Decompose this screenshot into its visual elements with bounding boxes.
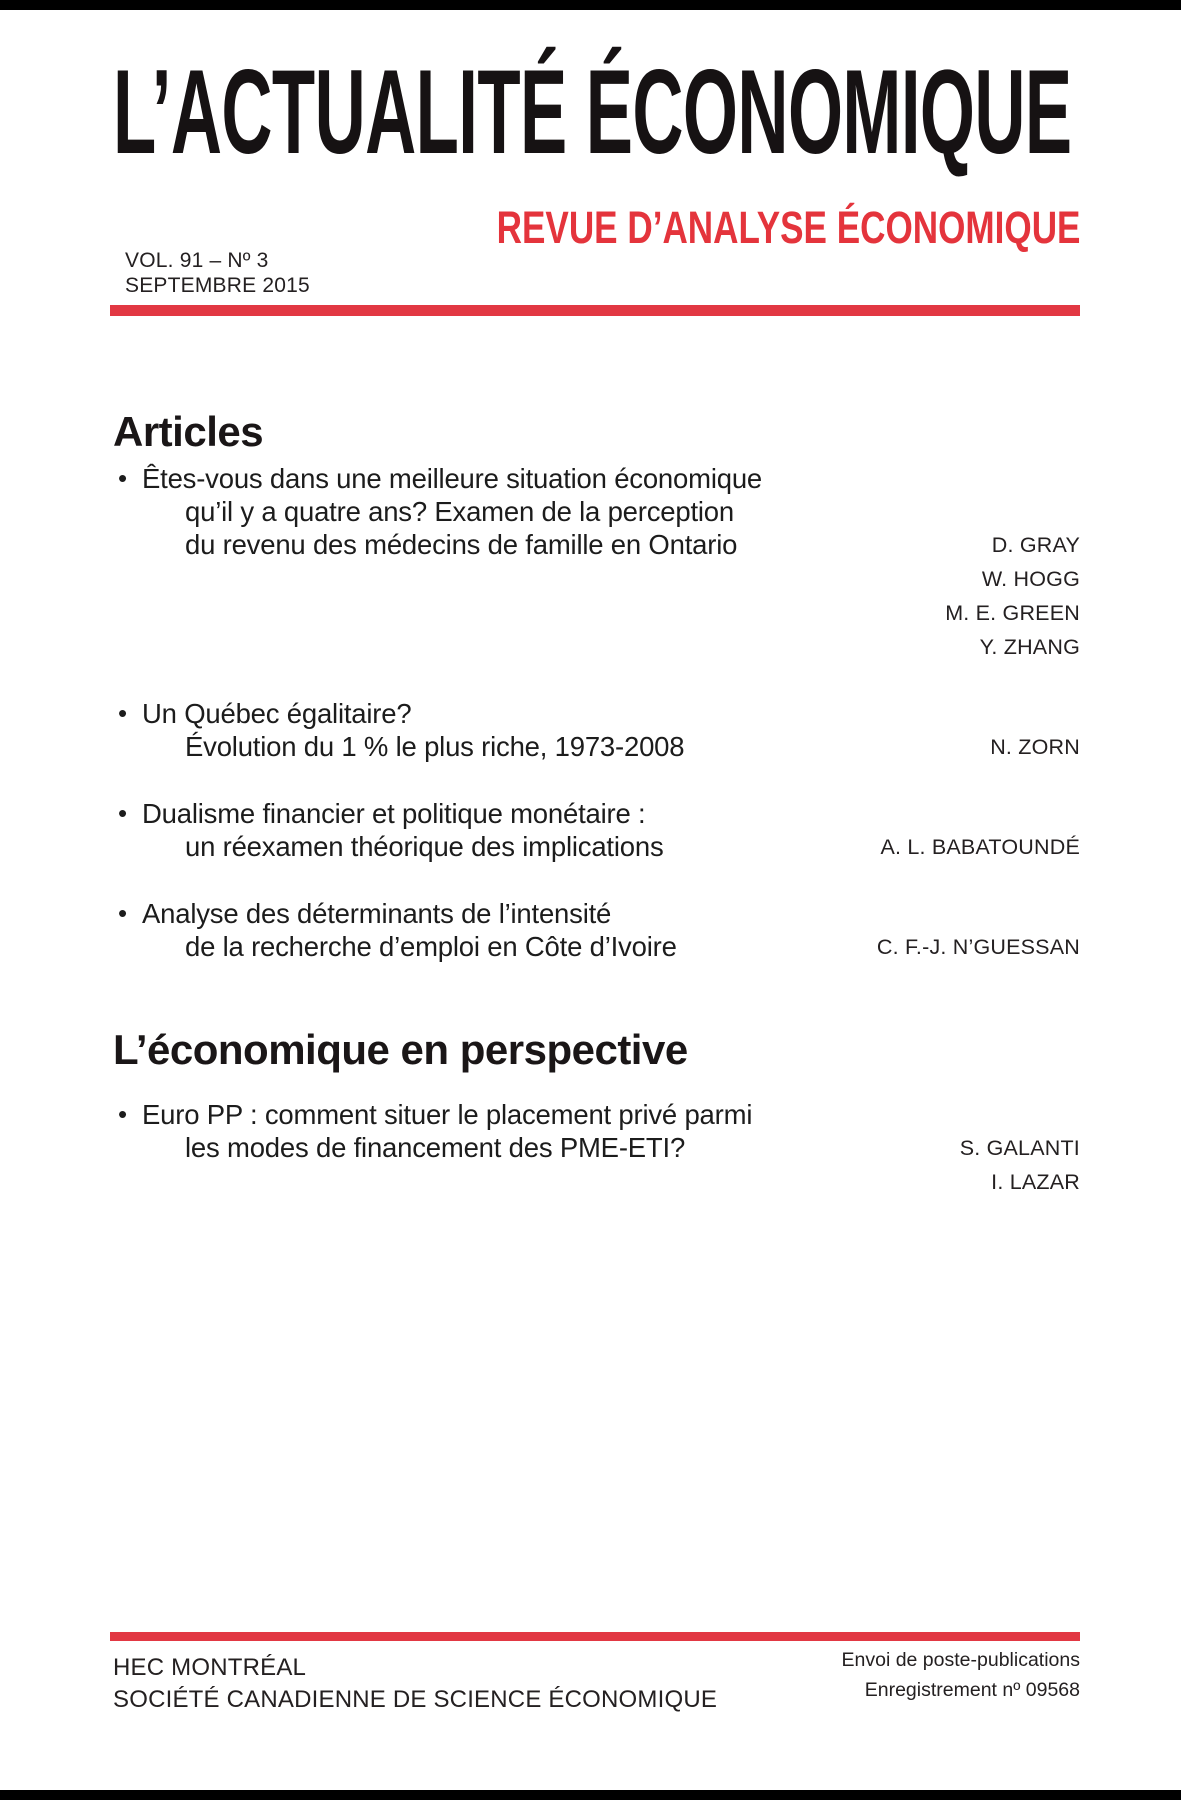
article-authors <box>813 797 1080 864</box>
bottom-red-rule <box>110 1632 1080 1641</box>
article-entry <box>113 462 1080 664</box>
journal-title: L’ACTUALITÉ ÉCONOMIQUE <box>113 45 1072 179</box>
volume-line: VOL. 91 – Nº 3 <box>125 249 269 272</box>
article-title-line: les modes de financement des PME-ETI? <box>185 1132 686 1163</box>
bottom-edge-bar <box>0 1790 1181 1800</box>
article-title-line: qu’il y a quatre ans? Examen de la perception <box>185 496 734 527</box>
bullet-icon: • <box>118 698 128 728</box>
publisher-line: HEC MONTRÉAL <box>113 1654 307 1681</box>
bullet-icon: • <box>118 798 128 828</box>
author-name: N. ZORN <box>990 735 1080 759</box>
article-authors <box>813 1098 1080 1199</box>
mailing-line: Envoi de poste-publications <box>841 1649 1080 1671</box>
table-of-contents <box>113 408 1080 1232</box>
issue-info <box>125 248 310 298</box>
article-title-line: Analyse des déterminants de l’intensité <box>142 898 612 929</box>
author-name: M. E. GREEN <box>945 601 1080 625</box>
date-line: SEPTEMBRE 2015 <box>125 274 310 297</box>
author-name: I. LAZAR <box>991 1170 1080 1194</box>
author-name: W. HOGG <box>981 567 1080 591</box>
article-title <box>113 1098 813 1199</box>
publisher-info <box>113 1652 717 1716</box>
author-name: Y. ZHANG <box>979 635 1080 659</box>
article-entry <box>113 897 1080 964</box>
author-name: S. GALANTI <box>959 1136 1080 1160</box>
section-heading-perspective: L’économique en perspective <box>113 1026 688 1073</box>
bullet-icon: • <box>118 463 128 493</box>
mailing-line: Enregistrement nº 09568 <box>864 1679 1080 1701</box>
journal-subtitle: REVUE D’ANALYSE ÉCONOMIQUE <box>496 202 1080 253</box>
author-name: D. GRAY <box>991 533 1080 557</box>
article-title-line: du revenu des médecins de famille en Ontario <box>185 529 738 560</box>
article-entry <box>113 1098 1080 1199</box>
article-authors <box>813 462 1080 664</box>
article-entry <box>113 797 1080 864</box>
article-entry <box>113 697 1080 764</box>
mailing-info <box>842 1645 1081 1705</box>
article-title-line: Dualisme financier et politique monétaire : <box>142 798 646 829</box>
publisher-line: SOCIÉTÉ CANADIENNE DE SCIENCE ÉCONOMIQUE <box>113 1686 718 1713</box>
article-title <box>113 462 813 664</box>
top-red-rule <box>110 305 1080 316</box>
section-heading-articles: Articles <box>113 408 264 455</box>
article-title-line: Euro PP : comment situer le placement privé parmi <box>142 1099 753 1130</box>
bullet-icon: • <box>118 1099 128 1129</box>
article-title <box>113 797 813 864</box>
article-title-line: de la recherche d’emploi en Côte d’Ivoire <box>185 931 677 962</box>
author-name: A. L. BABATOUNDÉ <box>880 835 1080 859</box>
perspective-list <box>113 1098 1080 1199</box>
article-authors <box>813 697 1080 764</box>
cover-content <box>113 0 1080 1800</box>
articles-list <box>113 462 1080 964</box>
article-title <box>113 697 813 764</box>
author-name: C. F.-J. N’GUESSAN <box>876 935 1080 959</box>
article-title-line: un réexamen théorique des implications <box>185 831 664 862</box>
article-title-line: Un Québec égalitaire? <box>142 698 412 729</box>
article-authors <box>813 897 1080 964</box>
article-title <box>113 897 813 964</box>
article-title-line: Évolution du 1 % le plus riche, 1973-2008 <box>185 731 685 762</box>
bullet-icon: • <box>118 898 128 928</box>
article-title-line: Êtes-vous dans une meilleure situation économique <box>142 463 763 494</box>
